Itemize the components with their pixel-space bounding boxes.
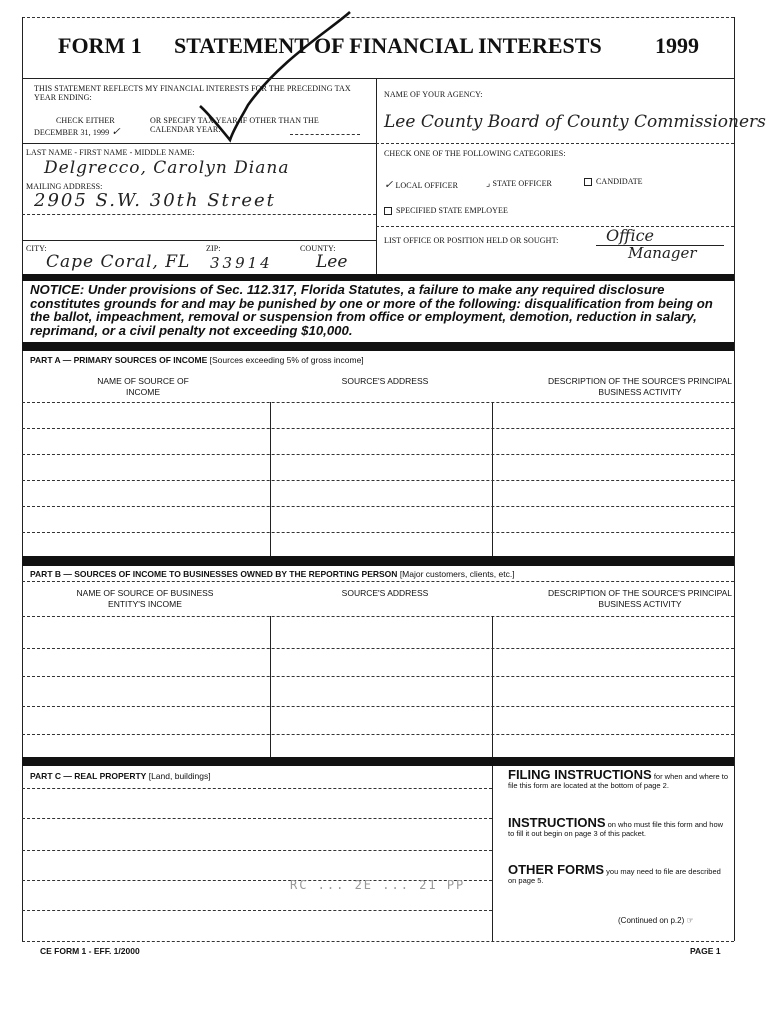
mailing-value[interactable]: 2905 S.W. 30th Street [34,190,276,211]
office-label: LIST OFFICE OR POSITION HELD OR SOUGHT: [384,236,559,245]
hand-pointer-icon: ☞ [686,916,694,925]
notice-text: NOTICE: Under provisions of Sec. 112.317, Florida Statutes, a failure to make any required disclosure constitutes grounds for and may be punished by one or more of the following: disqualification from being on the ballot, impeachment, removal or suspension from office or employment, demotion, reduction in salary, reprimand, or a civil penalty not exceeding $10,000. [30,282,713,338]
form-year: 1999 [655,33,699,58]
check-either-label: CHECK EITHER [56,116,115,125]
mailing-label: MAILING ADDRESS: [26,182,103,191]
name-label: LAST NAME - FIRST NAME - MIDDLE NAME: [26,148,195,157]
category-candidate[interactable]: CANDIDATE [584,177,643,186]
agency-label: NAME OF YOUR AGENCY: [384,90,483,99]
part-a-col-description: DESCRIPTION OF THE SOURCE'S PRINCIPAL BUSINESS ACTIVITY [547,376,733,397]
december-31-option[interactable]: DECEMBER 31, 1999 ✓ [34,125,121,138]
part-c-title: PART C — REAL PROPERTY [Land, buildings] [30,771,211,781]
other-forms-note: OTHER FORMS you may need to file are described on page 5. [508,862,721,885]
received-stamp: RC ... 2E ... 21 PP [290,878,466,892]
part-b-col-name: NAME OF SOURCE OF BUSINESS ENTITY'S INCOME [76,588,214,609]
city-label: CITY: [26,244,47,253]
category-local-officer[interactable]: ✓ LOCAL OFFICER [384,178,459,191]
part-b-col-description: DESCRIPTION OF THE SOURCE'S PRINCIPAL BUSINESS ACTIVITY [547,588,733,609]
footer-page-number: PAGE 1 [690,946,721,956]
specify-tax-year-option[interactable]: OR SPECIFY TAX YEAR IF OTHER THAN THE CALENDAR YEAR: [150,116,319,134]
city-value[interactable]: Cape Coral, FL [46,252,191,272]
filing-instructions: FILING INSTRUCTIONS for when and where to file this form are located at the bottom of page 2. [508,767,729,790]
part-a-col-address: SOURCE'S ADDRESS [341,376,429,386]
part-a-title: PART A — PRIMARY SOURCES OF INCOME [Sources exceeding 5% of gross income] [30,355,364,365]
office-value-line2[interactable]: Manager [628,244,697,262]
instructions-note: INSTRUCTIONS on who must file this form and how to fill it out begin on page 3 of this packet. [508,815,724,838]
continued-note: (Continued on p.2) ☞ [618,916,694,925]
category-specified-employee[interactable]: SPECIFIED STATE EMPLOYEE [384,206,508,215]
office-value-line1[interactable]: Office [606,226,654,245]
county-label: COUNTY: [300,244,336,253]
zip-value[interactable]: 33914 [210,254,273,272]
categories-label: CHECK ONE OF THE FOLLOWING CATEGORIES: [384,149,566,158]
footer-form-id: CE FORM 1 - EFF. 1/2000 [40,946,140,956]
agency-value[interactable]: Lee County Board of County Commissioners [384,112,766,132]
zip-label: ZIP: [206,244,221,253]
form-title: STATEMENT OF FINANCIAL INTERESTS [174,33,602,58]
part-b-col-address: SOURCE'S ADDRESS [341,588,429,598]
part-a-col-name: NAME OF SOURCE OF INCOME [97,376,189,397]
tax-year-intro: THIS STATEMENT REFLECTS MY FINANCIAL INTERESTS FOR THE PRECEDING TAX YEAR ENDING: [34,84,351,102]
category-state-officer[interactable]: ⌟ STATE OFFICER [486,178,552,188]
county-value[interactable]: Lee [316,252,348,272]
part-b-title: PART B — SOURCES OF INCOME TO BUSINESSES OWNED BY THE REPORTING PERSON [Major customers, clients, etc.] [30,569,515,579]
name-value[interactable]: Delgrecco, Carolyn Diana [44,158,290,178]
form-label: FORM 1 [58,33,142,58]
